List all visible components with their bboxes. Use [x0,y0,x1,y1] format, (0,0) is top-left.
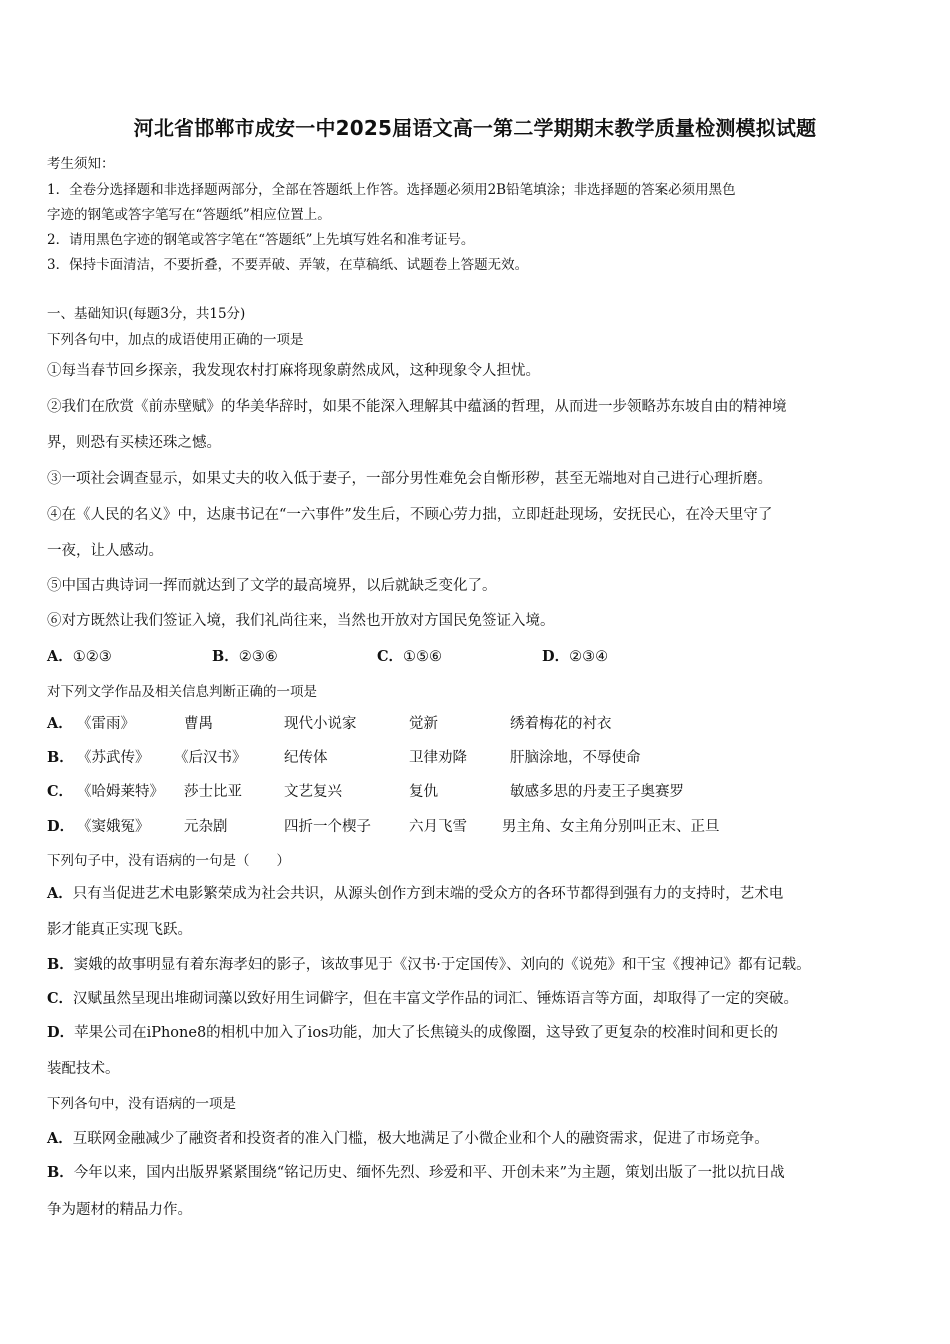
q1-sentence: ②我们在欣赏《前赤壁赋》的华美华辞时，如果不能深入理解其中蕴涵的哲理，从而进一步领略苏东坡自由的精神境 [47,399,787,415]
option-work: 《苏武传》 [77,750,150,766]
q2-option-a[interactable] [47,712,907,734]
option-text: 今年以来，国内出版界紧紧围绕“铭记历史、缅怀先烈、珍爱和平、开创未来”为主题，策划出版了一批以抗日战 [73,1165,785,1181]
q3-option-c[interactable] [47,987,798,1008]
q3-option-d[interactable] [47,1021,778,1042]
q4-option-b[interactable] [47,1161,785,1182]
option-label: D． [47,1024,75,1041]
option-genre: 四折一个楔子 [284,819,371,835]
option-text: ②③④ [569,649,609,665]
option-character: 六月飞雪 [409,819,467,835]
q1-sentence: ①每当春节回乡探亲，我发现农村打麻将现象蔚然成风，这种现象令人担忧。 [47,363,540,379]
option-text: 装配技术。 [47,1061,120,1077]
option-label: A． [47,715,73,732]
q1-option-d[interactable] [542,645,608,666]
q1-option-a[interactable] [47,645,112,666]
option-author: 曹禺 [184,716,213,732]
q1-sentence: 一夜，让人感动。 [47,543,163,559]
q3-option-b[interactable] [47,953,811,974]
option-text: 互联网金融减少了融资者和投资者的准入门槛，极大地满足了小微企业和个人的融资需求，促进了市场竞争。 [72,1131,769,1147]
page-title: 河北省邯郸市成安一中2025届语文高一第二学期期末教学质量检测模拟试题 [133,116,817,140]
option-label: B． [47,1164,74,1181]
option-work: 《雷雨》 [77,716,135,732]
option-label: A． [47,885,73,902]
option-text: 只有当促进艺术电影繁荣成为社会共识，从源头创作方到末端的受众方的各环节都得到强有力的支持时，艺术电 [72,886,784,902]
option-text: 争为题材的精品力作。 [47,1202,192,1218]
option-character: 卫律劝降 [409,750,467,766]
q2-option-d[interactable] [47,815,907,837]
q1-sentence: ⑤中国古典诗词一挥而就达到了文学的最高境界，以后就缺乏变化了。 [47,578,497,594]
option-author: 元杂剧 [184,819,228,835]
option-text: ①②③ [72,649,112,665]
option-detail: 敏感多思的丹麦王子奥赛罗 [510,784,684,800]
option-genre: 文艺复兴 [284,784,342,800]
option-label: A． [47,648,73,665]
option-label: D． [47,818,75,835]
option-label: B． [47,749,74,766]
option-text: 苹果公司在iPhone8的相机中加入了ios功能，加大了长焦镜头的成像圈，这导致了更复杂的校准时间和更长的 [74,1025,778,1041]
option-character: 复仇 [409,784,438,800]
option-detail: 绣着梅花的衬衣 [510,716,612,732]
q2-option-b[interactable] [47,746,907,768]
q4-option-b-cont [47,1198,192,1219]
notice-heading-text: 考生须知： [47,156,115,172]
option-author: 《后汉书》 [174,750,247,766]
option-text: 汉赋虽然呈现出堆砌词藻以致好用生词僻字，但在丰富文学作品的词汇、锤炼语言等方面，却取得了一定的突破。 [73,991,799,1007]
notice-item: 1．全卷分选择题和非选择题两部分，全部在答题纸上作答。选择题必须用2B铅笔填涂；非选择题的答案必须用黑色 [47,182,736,198]
q2-option-c[interactable] [47,780,907,802]
q1-sentence: ③一项社会调查显示，如果丈夫的收入低于妻子，一部分男性难免会自惭形秽，甚至无端地对自己进行心理折磨。 [47,471,772,487]
option-label: A． [47,1130,73,1147]
q1-option-b[interactable] [212,645,278,666]
option-work: 《哈姆莱特》 [77,784,164,800]
option-label: B． [212,648,239,665]
q4-stem: 下列各句中，没有语病的一项是 [47,1096,236,1112]
q1-sentence: ④在《人民的名义》中，达康书记在“一六事件”发生后，不顾心劳力拙，立即赶赴现场，安抚民心，在冷天里守了 [47,507,773,523]
q3-stem: 下列句子中，没有语病的一句是（ ） [47,853,290,869]
option-detail: 男主角、女主角分别叫正末、正旦 [502,819,720,835]
option-label: C． [377,648,404,665]
q3-option-a[interactable] [47,882,783,903]
q1-sentence: 界，则恐有买椟还珠之憾。 [47,435,221,451]
option-genre: 现代小说家 [284,716,357,732]
option-work: 《窦娥冤》 [77,819,150,835]
option-text: ②③⑥ [238,649,278,665]
q4-option-a[interactable] [47,1127,769,1148]
option-author: 莎士比亚 [184,784,242,800]
option-character: 觉新 [409,716,438,732]
q2-stem: 对下列文学作品及相关信息判断正确的一项是 [47,684,317,700]
option-text: ①⑤⑥ [403,649,443,665]
notice-item: 3．保持卡面清洁，不要折叠，不要弄破、弄皱，在草稿纸、试题卷上答题无效。 [47,257,529,273]
option-label: C． [47,783,74,800]
option-label: C． [47,990,74,1007]
option-text: 窦娥的故事明显有着东海孝妇的影子，该故事见于《汉书·于定国传》、刘向的《说苑》和干宝《搜神记》都有记载。 [73,957,811,973]
q3-option-a-cont [47,918,192,939]
notice-item: 2．请用黑色字迹的钢笔或答字笔在“答题纸”上先填写姓名和准考证号。 [47,232,475,248]
option-detail: 肝脑涂地，不辱使命 [510,750,641,766]
option-text: 影才能真正实现飞跃。 [47,922,192,938]
section-heading: 一、基础知识(每题3分，共15分) [47,306,246,322]
notice-item: 字迹的钢笔或答字笔写在“答题纸”相应位置上。 [47,207,331,223]
q1-stem: 下列各句中，加点的成语使用正确的一项是 [47,332,304,348]
q1-sentence: ⑥对方既然让我们签证入境，我们礼尚往来，当然也开放对方国民免签证入境。 [47,613,555,629]
option-label: B． [47,956,74,973]
option-label: D． [542,648,570,665]
q1-option-c[interactable] [377,645,442,666]
option-genre: 纪传体 [284,750,328,766]
q3-option-d-cont [47,1057,120,1078]
